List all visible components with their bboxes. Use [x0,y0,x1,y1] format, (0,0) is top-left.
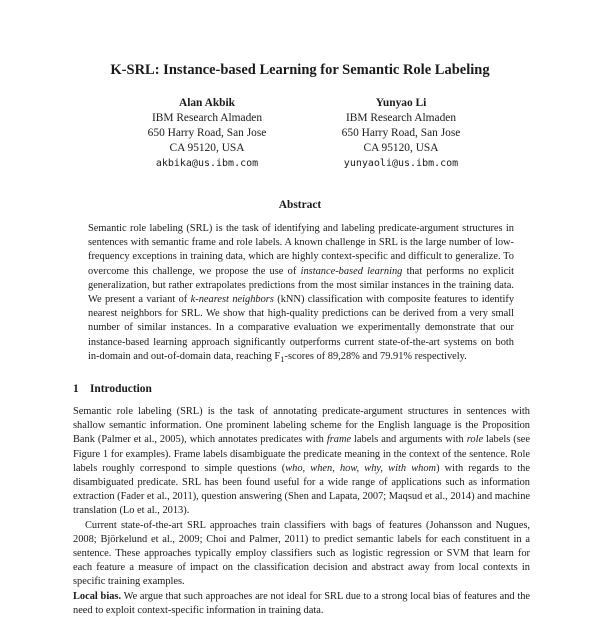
author-address: 650 Harry Road, San Jose [147,127,267,139]
paragraph-text: ) with regards to the disambiguated predicate. SRL has been found useful for a wide range of applications such as information extraction (Fader et al., 2011), question answering (Shen and Lapata, 2007; Maqsud et al., 2014) and machine translation (Lo et al., 2013). [73,462,530,517]
abstract-heading: Abstract [278,199,322,211]
author-city: CA 95120, USA [363,142,439,154]
abstract-text: (kNN) classification with composite features to identify nearest neighbors for SRL. We show that high-quality predictions can be derived from a very small number of similar instances. In a comparative evaluation we experimentally demonstrate that our instance-based learning approach significantly outperforms current state-of-the-art systems on both in-domain and out-of-domain data, reaching F [88,294,515,362]
author-city: CA 95120, USA [169,142,245,154]
section-number: 1 [73,383,79,395]
paragraph-emphasis: role [466,434,484,446]
author-email: yunyaoli@us.ibm.com [343,158,459,169]
abstract-text: -scores of 89,28% and 79.91% respectively. [284,350,467,362]
author-affiliation: IBM Research Almaden [151,112,263,124]
paragraph-text: We argue that such approaches are not ideal for SRL due to a strong local bias of features and the need to exploit context-specific information in training data. [73,590,531,616]
section-title: Introduction [90,383,152,395]
author-email: akbika@us.ibm.com [155,158,259,169]
abstract-body [88,222,514,366]
author-affiliation: IBM Research Almaden [345,112,457,124]
author-name: Yunyao Li [375,97,427,109]
paragraph [73,405,530,519]
run-in-heading: Local bias. [73,590,122,602]
paragraph-text: labels (see Figure 1 for examples). Frame labels disambiguate the predicate meaning in the context of the sentence. Role labels roughly correspond to simple questions ( [73,434,530,474]
paragraph-emphasis: frame [326,434,352,446]
abstract-subscript: 1 [280,353,285,364]
abstract-text: that performs no explicit generalization, but rather extrapolates predictions from the most similar instances in the training data. We present a variant of [88,265,514,306]
paragraph [73,590,530,618]
paper-title: K-SRL: Instance-based Learning for Semantic Role Labeling [110,62,490,78]
paragraph: Current state-of-the-art SRL approaches train classifiers with bags of features (Johansson and Nugues, 2008; Björkelund et al., 2009; Choi and Palmer, 2011) to predict semantic labels for each constituent in a sentence. These approaches typically employ classifiers such as logistic regression or SVM that learn for each feature a measure of impact on the classification decision and abstract away from local contexts in specific training examples. [73,519,530,588]
author-name: Alan Akbik [178,97,236,109]
abstract-emphasis: instance-based learning [300,265,403,277]
paragraph-text: Semantic role labeling (SRL) is the task of annotating predicate-argument structures in sentences with shallow semantic information. One prominent labeling scheme for the English language is the Proposition Bank (Palmer et al., 2005), which annotates predicates with [73,406,530,446]
section-heading-introduction [73,383,152,395]
paragraph-text: labels and arguments with [351,434,467,446]
introduction-body [73,405,530,618]
author-address: 650 Harry Road, San Jose [341,127,461,139]
author-block-2 [306,96,496,171]
abstract-emphasis: k-nearest neighbors [190,294,274,306]
author-block-1 [112,96,302,171]
paragraph-emphasis: who, when, how, why, with whom [285,462,437,474]
abstract-text: Semantic role labeling (SRL) is the task of identifying and labeling predicate-argument structures in sentences with semantic frame and role labels. A known challenge in SRL is the large number of low-frequency exceptions in training data, which are highly context-specific and difficult to generalize. To overcome this challenge, we propose the use of [88,223,514,277]
